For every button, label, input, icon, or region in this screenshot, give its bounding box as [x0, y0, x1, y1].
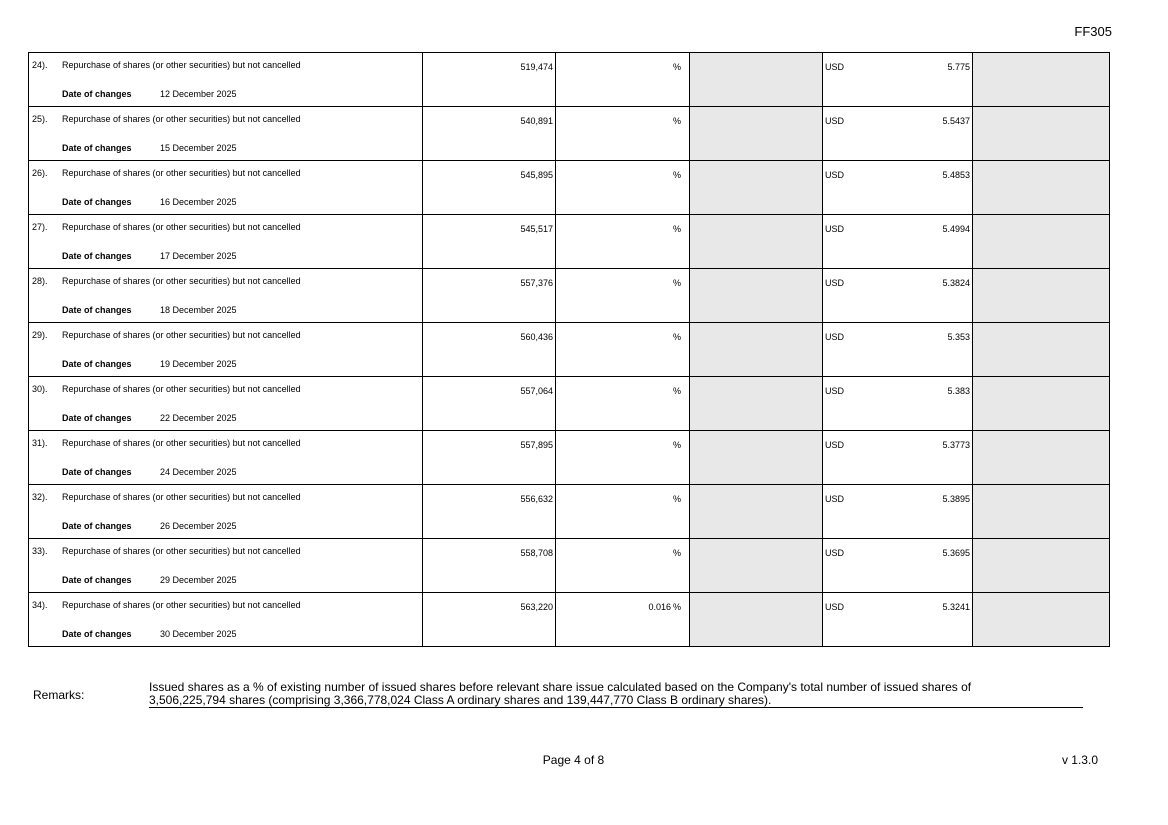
shares-cell — [423, 323, 556, 377]
currency-code: USD — [825, 170, 845, 180]
percent-symbol: % — [672, 62, 681, 72]
row-number: 25). — [32, 114, 48, 124]
shares-value: 563,220 — [520, 602, 553, 612]
percent-symbol: % — [672, 278, 681, 288]
shares-cell — [423, 377, 556, 431]
row-number: 31). — [32, 438, 48, 448]
change-description: Repurchase of shares (or other securities) but not cancelled — [62, 384, 301, 394]
shaded-cell — [973, 539, 1110, 593]
row-number: 24). — [32, 60, 48, 70]
description-cell — [29, 377, 423, 431]
shaded-cell — [973, 215, 1110, 269]
page-number: Page 4 of 8 — [542, 753, 605, 767]
percent-cell — [556, 215, 690, 269]
table-row — [29, 323, 1110, 377]
percent-cell — [556, 53, 690, 107]
shaded-cell — [973, 161, 1110, 215]
row-number: 28). — [32, 276, 48, 286]
date-of-changes-value: 12 December 2025 — [160, 89, 237, 99]
price-value: 5.3695 — [942, 548, 970, 558]
shares-value: 557,895 — [520, 440, 553, 450]
shaded-cell — [690, 53, 823, 107]
price-value: 5.3241 — [942, 602, 970, 612]
version-label: v 1.3.0 — [1061, 753, 1098, 767]
date-of-changes-label: Date of changes — [62, 359, 132, 369]
shares-value: 560,436 — [520, 332, 553, 342]
shares-cell — [423, 53, 556, 107]
date-of-changes-label: Date of changes — [62, 413, 132, 423]
percent-symbol: % — [672, 440, 681, 450]
shaded-cell — [690, 593, 823, 647]
row-number: 33). — [32, 546, 48, 556]
shares-cell — [423, 431, 556, 485]
shares-value: 545,895 — [520, 170, 553, 180]
change-description: Repurchase of shares (or other securities) but not cancelled — [62, 330, 301, 340]
table-row — [29, 107, 1110, 161]
shares-value: 556,632 — [520, 494, 553, 504]
shaded-cell — [690, 107, 823, 161]
shaded-cell — [690, 485, 823, 539]
date-of-changes-label: Date of changes — [62, 305, 132, 315]
date-of-changes-label: Date of changes — [62, 197, 132, 207]
shares-value: 545,517 — [520, 224, 553, 234]
percent-symbol: % — [672, 386, 681, 396]
row-number: 27). — [32, 222, 48, 232]
currency-code: USD — [825, 440, 845, 450]
shaded-cell — [690, 431, 823, 485]
price-value: 5.4994 — [942, 224, 970, 234]
change-description: Repurchase of shares (or other securities) but not cancelled — [62, 600, 301, 610]
date-of-changes-label: Date of changes — [62, 467, 132, 477]
date-of-changes-label: Date of changes — [62, 629, 132, 639]
remarks-line-2: 3,506,225,794 shares (comprising 3,366,778,024 Class A ordinary shares and 139,447,770 Class B ordinary shares). — [149, 693, 772, 707]
percent-symbol: % — [672, 548, 681, 558]
description-cell — [29, 323, 423, 377]
date-of-changes-label: Date of changes — [62, 575, 132, 585]
change-description: Repurchase of shares (or other securities) but not cancelled — [62, 438, 301, 448]
row-number: 34). — [32, 600, 48, 610]
shares-cell — [423, 161, 556, 215]
shares-value: 540,891 — [520, 116, 553, 126]
date-of-changes-value: 18 December 2025 — [160, 305, 237, 315]
repurchase-table — [28, 52, 1110, 647]
shaded-cell — [690, 161, 823, 215]
description-cell — [29, 161, 423, 215]
change-description: Repurchase of shares (or other securities) but not cancelled — [62, 114, 301, 124]
shaded-cell — [973, 269, 1110, 323]
table-row — [29, 53, 1110, 107]
percent-cell — [556, 161, 690, 215]
date-of-changes-value: 22 December 2025 — [160, 413, 237, 423]
change-description: Repurchase of shares (or other securities) but not cancelled — [62, 492, 301, 502]
description-cell — [29, 269, 423, 323]
shares-value: 557,064 — [520, 386, 553, 396]
percent-symbol: % — [672, 494, 681, 504]
shaded-cell — [973, 431, 1110, 485]
price-cell — [823, 539, 973, 593]
change-description: Repurchase of shares (or other securities) but not cancelled — [62, 276, 301, 286]
form-code: FF305 — [1074, 24, 1112, 39]
price-value: 5.775 — [947, 62, 970, 72]
price-value: 5.4853 — [942, 170, 970, 180]
shaded-cell — [973, 53, 1110, 107]
shaded-cell — [690, 323, 823, 377]
table-row — [29, 161, 1110, 215]
shares-cell — [423, 107, 556, 161]
percent-value: 0.016 — [648, 602, 671, 612]
description-cell — [29, 593, 423, 647]
shaded-cell — [973, 485, 1110, 539]
price-cell — [823, 53, 973, 107]
percent-symbol: % — [672, 602, 681, 612]
date-of-changes-label: Date of changes — [62, 143, 132, 153]
shaded-cell — [690, 377, 823, 431]
price-cell — [823, 161, 973, 215]
shaded-cell — [973, 593, 1110, 647]
price-value: 5.353 — [947, 332, 970, 342]
percent-cell — [556, 485, 690, 539]
currency-code: USD — [825, 602, 845, 612]
date-of-changes-value: 24 December 2025 — [160, 467, 237, 477]
price-cell — [823, 377, 973, 431]
percent-cell — [556, 539, 690, 593]
price-value: 5.383 — [947, 386, 970, 396]
price-value: 5.3824 — [942, 278, 970, 288]
table-row — [29, 431, 1110, 485]
shares-value: 519,474 — [520, 62, 553, 72]
table-row — [29, 539, 1110, 593]
percent-symbol: % — [672, 116, 681, 126]
shares-cell — [423, 593, 556, 647]
percent-cell — [556, 323, 690, 377]
percent-symbol: % — [672, 332, 681, 342]
shares-cell — [423, 269, 556, 323]
currency-code: USD — [825, 278, 845, 288]
description-cell — [29, 485, 423, 539]
currency-code: USD — [825, 332, 845, 342]
description-cell — [29, 215, 423, 269]
percent-cell — [556, 431, 690, 485]
price-cell — [823, 485, 973, 539]
remarks-text — [149, 681, 1083, 708]
table-row — [29, 269, 1110, 323]
row-number: 29). — [32, 330, 48, 340]
price-cell — [823, 593, 973, 647]
shares-value: 557,376 — [520, 278, 553, 288]
remarks-line-1: Issued shares as a % of existing number of issued shares before relevant share issue calculated based on the Company's total number of issued shares of — [149, 680, 972, 694]
shares-cell — [423, 539, 556, 593]
table-row — [29, 593, 1110, 647]
price-cell — [823, 107, 973, 161]
shaded-cell — [690, 215, 823, 269]
change-description: Repurchase of shares (or other securities) but not cancelled — [62, 546, 301, 556]
date-of-changes-label: Date of changes — [62, 251, 132, 261]
percent-symbol: % — [672, 224, 681, 234]
shares-cell — [423, 215, 556, 269]
description-cell — [29, 431, 423, 485]
date-of-changes-value: 19 December 2025 — [160, 359, 237, 369]
description-cell — [29, 107, 423, 161]
price-cell — [823, 215, 973, 269]
shaded-cell — [973, 107, 1110, 161]
row-number: 30). — [32, 384, 48, 394]
description-cell — [29, 539, 423, 593]
date-of-changes-value: 26 December 2025 — [160, 521, 237, 531]
currency-code: USD — [825, 62, 845, 72]
currency-code: USD — [825, 494, 845, 504]
date-of-changes-label: Date of changes — [62, 521, 132, 531]
change-description: Repurchase of shares (or other securities) but not cancelled — [62, 60, 301, 70]
shaded-cell — [973, 323, 1110, 377]
shares-value: 558,708 — [520, 548, 553, 558]
price-cell — [823, 323, 973, 377]
date-of-changes-label: Date of changes — [62, 89, 132, 99]
price-cell — [823, 269, 973, 323]
percent-cell — [556, 593, 690, 647]
shaded-cell — [690, 539, 823, 593]
shaded-cell — [690, 269, 823, 323]
shaded-cell — [973, 377, 1110, 431]
remarks-label: Remarks: — [33, 688, 85, 702]
table-row — [29, 215, 1110, 269]
row-number: 32). — [32, 492, 48, 502]
currency-code: USD — [825, 224, 845, 234]
percent-cell — [556, 377, 690, 431]
shares-cell — [423, 485, 556, 539]
change-description: Repurchase of shares (or other securities) but not cancelled — [62, 222, 301, 232]
currency-code: USD — [825, 548, 845, 558]
percent-cell — [556, 107, 690, 161]
currency-code: USD — [825, 116, 845, 126]
percent-symbol: % — [672, 170, 681, 180]
price-cell — [823, 431, 973, 485]
date-of-changes-value: 16 December 2025 — [160, 197, 237, 207]
percent-cell — [556, 269, 690, 323]
date-of-changes-value: 30 December 2025 — [160, 629, 237, 639]
table-row — [29, 485, 1110, 539]
price-value: 5.3895 — [942, 494, 970, 504]
price-value: 5.5437 — [942, 116, 970, 126]
change-description: Repurchase of shares (or other securities) but not cancelled — [62, 168, 301, 178]
date-of-changes-value: 29 December 2025 — [160, 575, 237, 585]
description-cell — [29, 53, 423, 107]
row-number: 26). — [32, 168, 48, 178]
currency-code: USD — [825, 386, 845, 396]
table-row — [29, 377, 1110, 431]
date-of-changes-value: 17 December 2025 — [160, 251, 237, 261]
date-of-changes-value: 15 December 2025 — [160, 143, 237, 153]
price-value: 5.3773 — [942, 440, 970, 450]
